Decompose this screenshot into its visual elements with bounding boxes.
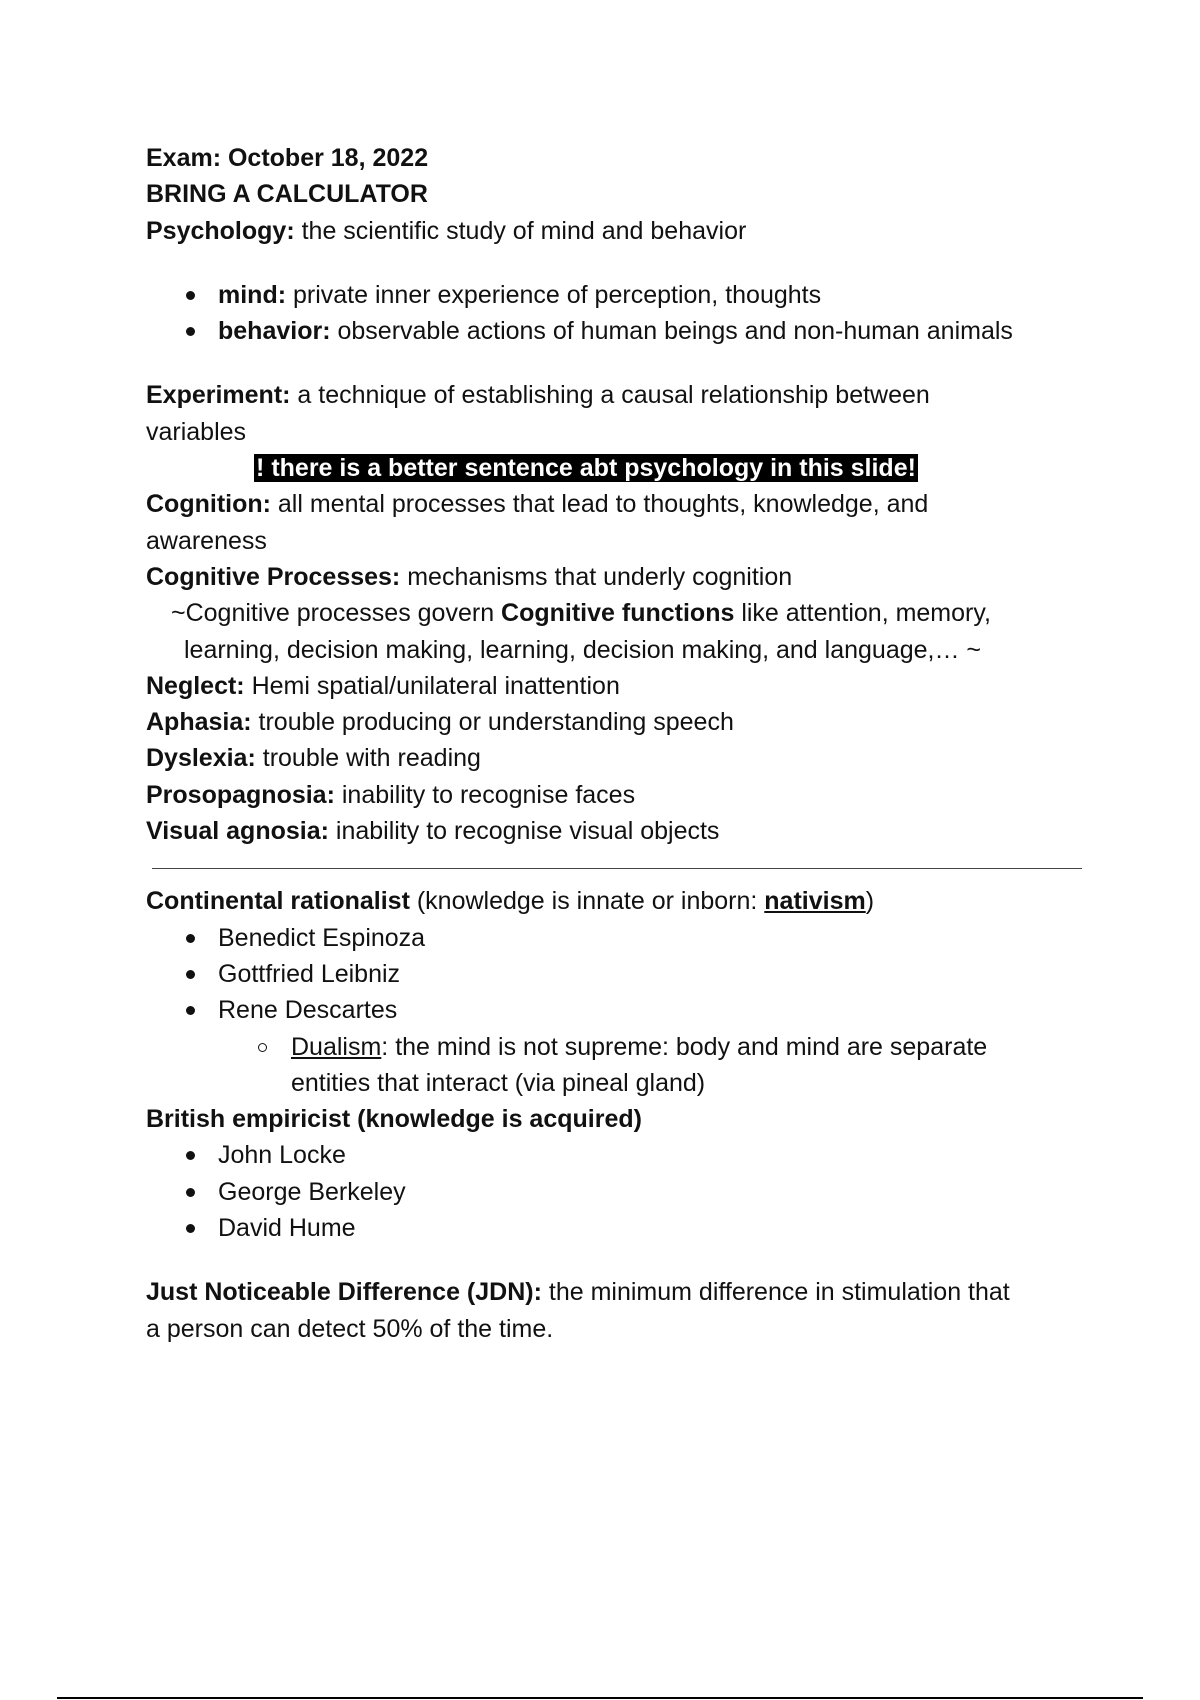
psychology-list	[146, 277, 1096, 350]
dualism-item: Dualism: the mind is not supreme: body and mind are separate entities that interact (via pineal gland)	[146, 1029, 1096, 1102]
spacer	[146, 249, 1096, 277]
page-bottom-rule	[57, 1697, 1143, 1699]
list-item: Rene Descartes	[146, 992, 1096, 1028]
horizontal-divider	[152, 868, 1082, 869]
spacer	[146, 1246, 1096, 1274]
exam-date: Exam: October 18, 2022	[146, 144, 429, 172]
list-item: Benedict Espinoza	[146, 920, 1096, 956]
neglect-definition: Neglect: Hemi spatial/unilateral inattention	[146, 671, 620, 700]
list-item: mind: private inner experience of perception, thoughts	[146, 277, 1096, 313]
cognitive-processes-definition: Cognitive Processes: mechanisms that underly cognition	[146, 562, 793, 591]
psychology-definition: Psychology: the scientific study of mind and behavior	[146, 216, 747, 245]
cognition-definition: Cognition: all mental processes that lead to thoughts, knowledge, and	[146, 490, 929, 519]
visual-agnosia-definition: Visual agnosia: inability to recognise visual objects	[146, 817, 720, 846]
continental-rationalist-heading: Continental rationalist (knowledge is innate or inborn: nativism)	[146, 887, 875, 916]
notes-page	[146, 140, 1096, 1347]
dualism-sublist	[146, 1029, 1096, 1102]
jnd-definition: Just Noticeable Difference (JDN): the minimum difference in stimulation that	[146, 1278, 1010, 1307]
jnd-definition-cont: a person can detect 50% of the time.	[146, 1314, 554, 1343]
list-item: behavior: observable actions of human beings and non-human animals	[146, 313, 1096, 349]
list-item: John Locke	[146, 1137, 1096, 1173]
highlight-note: ! there is a better sentence abt psychology in this slide!	[256, 454, 916, 483]
aphasia-definition: Aphasia: trouble producing or understanding speech	[146, 708, 734, 737]
cognition-definition-cont: awareness	[146, 526, 267, 555]
list-item: George Berkeley	[146, 1174, 1096, 1210]
british-empiricist-heading: British empiricist (knowledge is acquired)	[146, 1105, 642, 1134]
list-item: David Hume	[146, 1210, 1096, 1246]
prosopagnosia-definition: Prosopagnosia: inability to recognise faces	[146, 780, 636, 809]
empiricist-list	[146, 1137, 1096, 1246]
rationalist-list	[146, 920, 1096, 1029]
cognitive-functions-note: ~Cognitive processes govern Cognitive functions like attention, memory,	[171, 599, 991, 628]
list-item: Gottfried Leibniz	[146, 956, 1096, 992]
experiment-definition-cont: variables	[146, 417, 247, 446]
calculator-reminder: BRING A CALCULATOR	[146, 180, 428, 209]
cognitive-functions-note-cont: learning, decision making, learning, decision making, and language,… ~	[184, 635, 982, 664]
dualism-term: Dualism	[291, 1032, 382, 1061]
experiment-definition: Experiment: a technique of establishing a causal relationship between	[146, 381, 930, 410]
dyslexia-definition: Dyslexia: trouble with reading	[146, 744, 481, 773]
spacer	[146, 349, 1096, 377]
